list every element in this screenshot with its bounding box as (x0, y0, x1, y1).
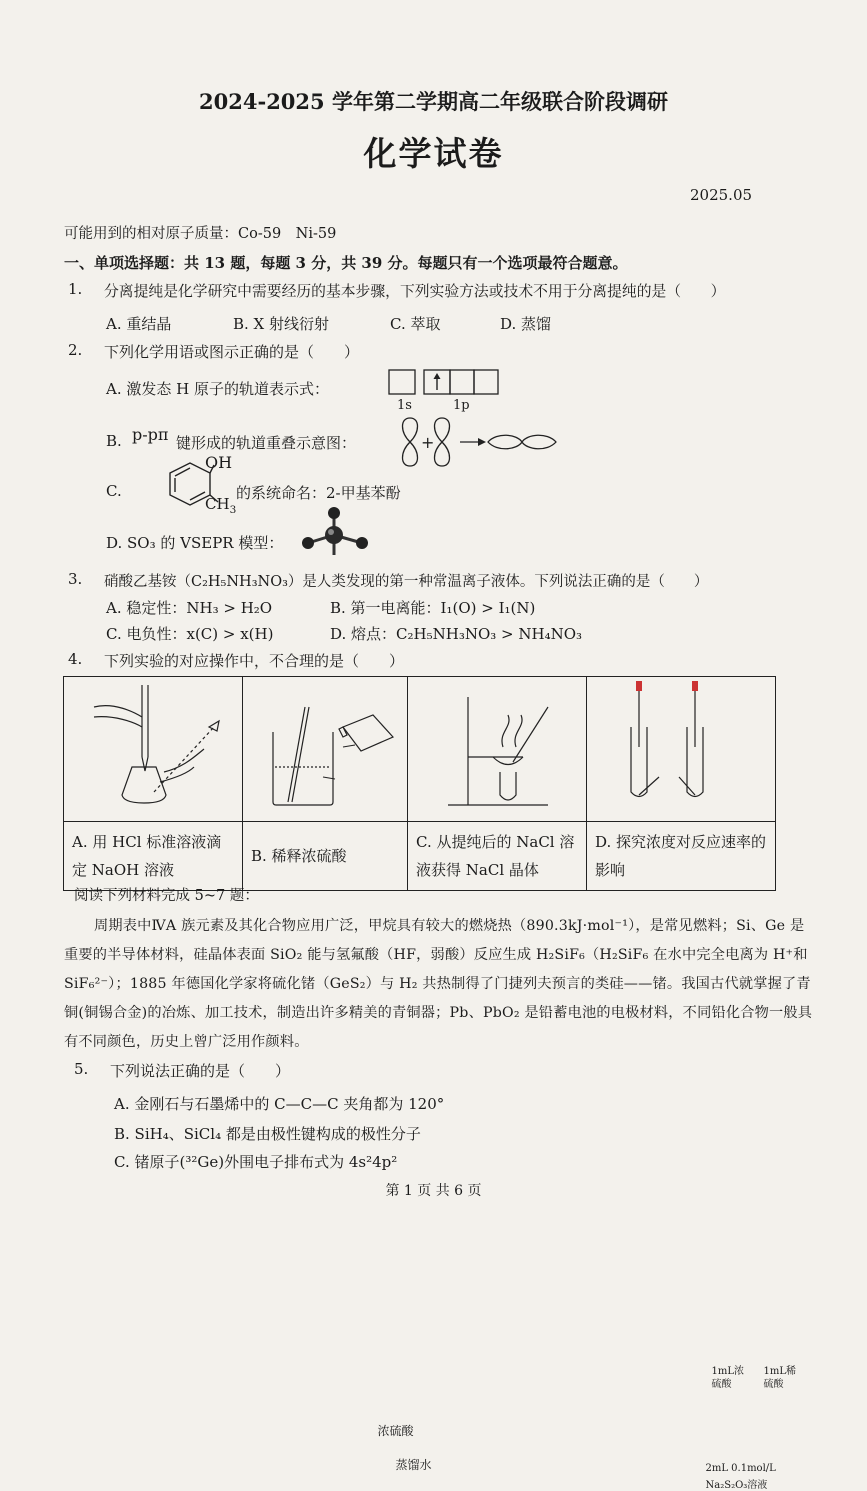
label-conc-acid: 浓硫酸 (377, 1423, 414, 1438)
option-c: C. 电负性：x(C) > x(H) (106, 625, 274, 643)
question-number: 1. (68, 280, 83, 298)
label-thiosulfate-solution: Na₂S₂O₃溶液 (705, 1479, 768, 1491)
evaporation-image-cell (408, 677, 587, 822)
option-b-label: p-pπ (132, 425, 169, 444)
methyl-label: $CH_3$ (205, 495, 237, 516)
label-thiosulfate-amount: 2mL 0.1mol/L (705, 1462, 776, 1474)
question-stem: 分离提纯是化学研究中需要经历的基本步骤，下列实验方法或技术不用于分离提纯的是（ ） (104, 283, 726, 300)
page-footer: 第 1 页 共 6 页 (385, 1183, 482, 1199)
question-number: 4. (68, 650, 83, 668)
atomic-mass-note: 可能用到的相对原子质量：Co-59 Ni-59 (64, 226, 337, 242)
exam-subtitle: 2024-2025 学年第二学期高二年级联合阶段调研 (199, 89, 668, 114)
question-stem: 下列说法正确的是（ ） (110, 1062, 291, 1080)
titration-image-cell (64, 677, 243, 822)
label-water: 蒸馏水 (395, 1457, 432, 1472)
option-d: D. 蒸馏 (500, 315, 552, 333)
exam-title: 化学试卷 (363, 134, 504, 173)
option-a: A. 金刚石与石墨烯中的 C—C—C 夹角都为 120° (114, 1095, 445, 1113)
caption-b: B. 稀释浓硫酸 (243, 822, 408, 891)
reading-passage: 周期表中ⅣA 族元素及其化合物应用广泛，甲烷具有较大的燃烧热（890.3kJ·mol⁻¹），是常见燃料；Si、Ge 是重要的半导体材料，硅晶体表面 SiO₂ 能与氢氟酸（HF，弱酸）反应生成 H₂SiF₆（H₂SiF₆ 在水中完全电离为 H⁺和 SiF₆²⁻）；1885 年德国化学家将硫化锗（GeS₂）与 H₂ 共热制得了门捷列夫预言的类硅——锗。我国古代就掌握了青铜(铜锡合金)的冶炼、加工技术，制造出许多精美的青铜器；Pb、PbO₂ 是铅蓄电池的电极材料，不同铅化合物一般具有不同颜色，历史上曾广泛用作颜料。 (64, 918, 813, 1050)
question-number: 2. (68, 341, 83, 359)
dilution-illustration (243, 677, 407, 817)
caption-d: D. 探究浓度对反应速率的影响 (587, 822, 776, 891)
rate-illustration (587, 677, 775, 817)
orbital-label-1p: 1p (453, 398, 470, 413)
option-b-text: 键形成的轨道重叠示意图： (176, 434, 357, 452)
option-b: B. SiH₄、SiCl₄ 都是由极性键构成的极性分子 (114, 1125, 421, 1143)
option-c-prefix: C. (106, 482, 122, 500)
option-a: A. 激发态 H 原子的轨道表示式： (106, 380, 329, 398)
option-a: A. 稳定性：NH₃ > H₂O (106, 599, 273, 617)
option-b-prefix: B. (106, 432, 122, 450)
titration-illustration (64, 677, 242, 817)
question-stem: 下列化学用语或图示正确的是（ ） (104, 343, 360, 361)
question-stem: 硝酸乙基铵（C₂H₅NH₃NO₃）是人类发现的第一种常温离子液体。下列说法正确的是（ ） (104, 574, 709, 590)
option-b: B. X 射线衍射 (233, 315, 330, 333)
option-c: C. 萃取 (390, 315, 441, 333)
option-d: D. SO₃ 的 VSEPR 模型： (106, 534, 284, 552)
option-c: C. 锗原子(³²Ge)外围电子排布式为 4s²4p² (114, 1153, 398, 1171)
orbital-label-1s: 1s (397, 398, 412, 413)
vsepr-model-diagram (296, 505, 376, 563)
question-stem: 下列实验的对应操作中，不合理的是（ ） (104, 652, 405, 670)
option-a: A. 重结晶 (106, 315, 172, 333)
label-dilute-sulfuric: 1mL稀硫酸 (763, 1365, 796, 1390)
option-c-text: 的系统命名：2-甲基苯酚 (236, 484, 401, 502)
caption-a: A. 用 HCl 标准溶液滴定 NaOH 溶液 (64, 822, 243, 891)
hydroxyl-label: OH (205, 453, 233, 472)
question-number: 3. (68, 570, 83, 588)
option-b: B. 第一电离能：I₁(O) > I₁(N) (330, 599, 536, 617)
exam-date: 2025.05 (690, 186, 753, 204)
option-d: D. 熔点：C₂H₅NH₃NO₃ > NH₄NO₃ (330, 625, 583, 643)
label-conc-sulfuric: 1mL浓硫酸 (711, 1365, 744, 1390)
question-number: 5. (74, 1060, 89, 1078)
caption-c: C. 从提纯后的 NaCl 溶液获得 NaCl 晶体 (408, 822, 587, 891)
evaporation-illustration (408, 677, 586, 817)
svg-text:+: + (421, 433, 435, 452)
p-orbital-overlap-diagram (392, 416, 564, 468)
section-heading: 一、单项选择题：共 13 题，每题 3 分，共 39 分。每题只有一个选项最符合题意。 (64, 254, 628, 272)
reading-intro: 阅读下列材料完成 5~7 题： (74, 888, 259, 904)
orbital-diagram (388, 368, 503, 398)
